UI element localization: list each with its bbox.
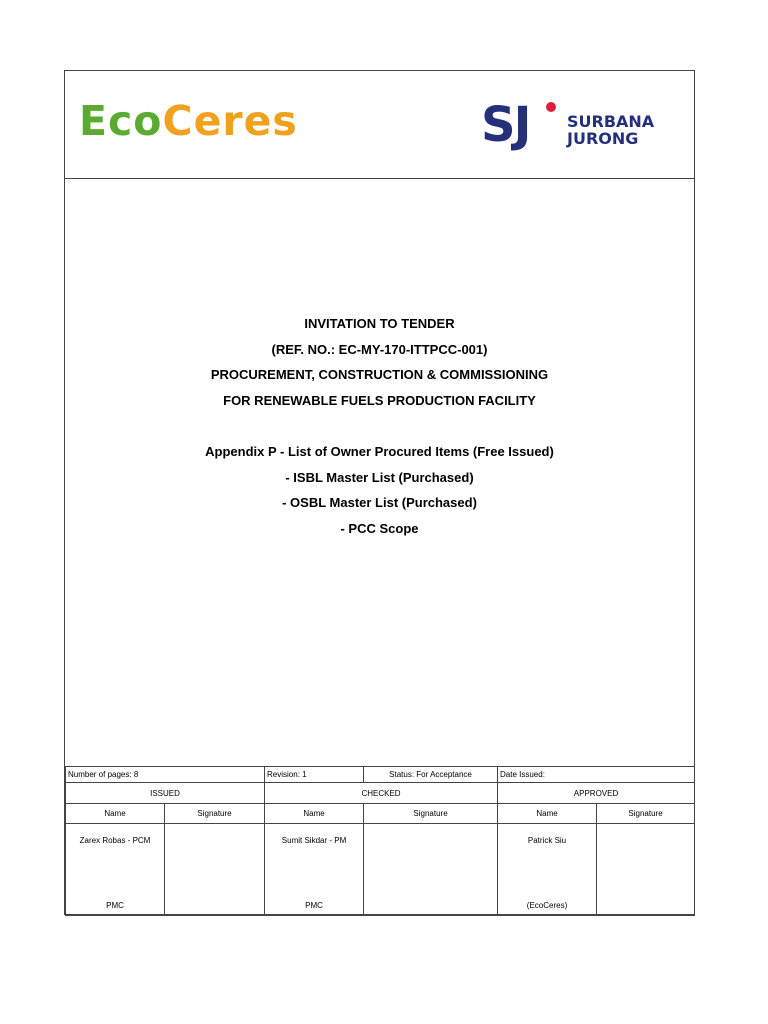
ecoceres-logo xyxy=(79,97,298,145)
approved-name-head: Name xyxy=(498,804,597,824)
checked-org: PMC xyxy=(305,901,323,910)
appendix-line-1: Appendix P - List of Owner Procured Items (Free Issued) xyxy=(205,444,554,459)
role-approved: APPROVED xyxy=(498,783,695,804)
sj-wordmark xyxy=(567,113,654,147)
approved-org: (EcoCeres) xyxy=(526,901,568,910)
revision: Revision: 1 xyxy=(265,767,364,783)
signoff-heads-row xyxy=(66,804,695,824)
appendix-line-2: - ISBL Master List (Purchased) xyxy=(285,469,474,485)
checked-signature-head: Signature xyxy=(364,804,498,824)
checked-signature-cell xyxy=(364,824,498,916)
issued-name-cell xyxy=(66,824,165,916)
role-issued: ISSUED xyxy=(66,783,265,804)
checked-person: Sumit Sikdar - PM xyxy=(281,836,347,845)
title-block xyxy=(65,311,694,541)
sj-wordmark-line2: JURONG xyxy=(567,129,639,148)
appendix-line-3: - OSBL Master List (Purchased) xyxy=(282,495,477,510)
title-gap xyxy=(65,413,694,439)
checked-name-cell xyxy=(265,824,364,916)
signoff-roles-row xyxy=(66,783,695,804)
issued-person: Zarex Robas - PCM xyxy=(79,836,151,845)
approved-person: Patrick Siu xyxy=(527,836,567,845)
checked-name-head: Name xyxy=(265,804,364,824)
signoff-meta-row xyxy=(66,767,695,783)
sj-wordmark-line1: SURBANA xyxy=(567,112,655,131)
appendix-line-4: - PCC Scope xyxy=(340,520,419,536)
sj-mark: SJ xyxy=(481,97,530,153)
surbana-jurong-logo xyxy=(481,97,681,153)
issued-signature-cell xyxy=(165,824,265,916)
role-checked: CHECKED xyxy=(265,783,498,804)
signoff-table xyxy=(65,766,695,916)
header-logos xyxy=(65,71,694,179)
issued-signature-head: Signature xyxy=(165,804,265,824)
date-issued: Date Issued: xyxy=(498,767,695,783)
document-frame xyxy=(64,70,695,915)
title-line-1: INVITATION TO TENDER xyxy=(304,316,455,331)
signoff-sign-row xyxy=(66,824,695,916)
title-line-2: (REF. NO.: EC-MY-170-ITTPCC-001) xyxy=(271,341,488,357)
title-line-4: FOR RENEWABLE FUELS PRODUCTION FACILITY xyxy=(223,392,536,408)
sj-dot-icon xyxy=(546,102,556,112)
ecoceres-logo-part2: Ceres xyxy=(162,97,298,145)
approved-name-cell xyxy=(498,824,597,916)
issued-name-head: Name xyxy=(66,804,165,824)
approved-signature-cell xyxy=(597,824,695,916)
approved-signature-head: Signature xyxy=(597,804,695,824)
issued-org: PMC xyxy=(106,901,124,910)
status: Status: For Acceptance xyxy=(364,767,498,783)
title-line-3: PROCUREMENT, CONSTRUCTION & COMMISSIONING xyxy=(210,367,549,382)
ecoceres-logo-part1: Eco xyxy=(79,97,163,145)
number-of-pages: Number of pages: 8 xyxy=(66,767,265,783)
